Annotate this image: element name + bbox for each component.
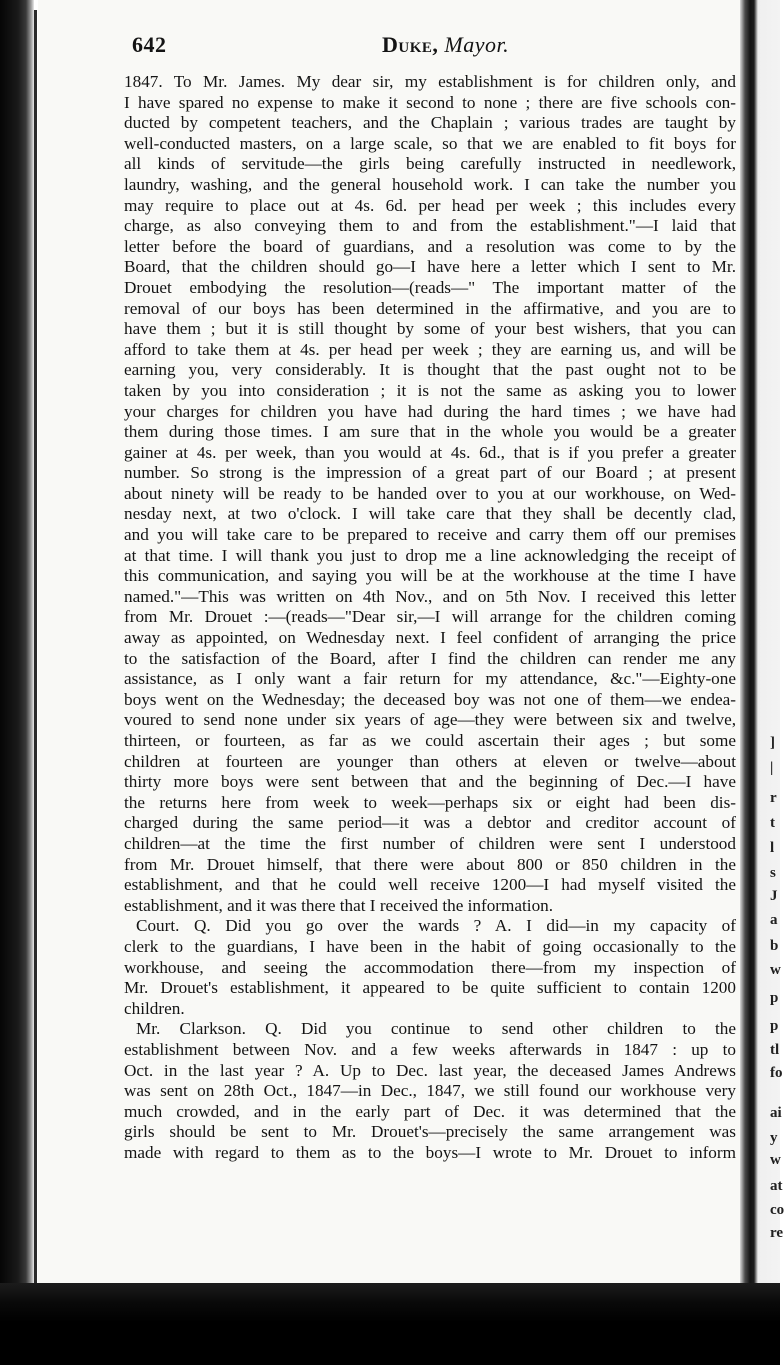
text-line: removal of our boys has been determined in the affirmative, and you are to xyxy=(124,298,736,318)
adjacent-page-fragments xyxy=(770,0,784,1283)
text-line: I have spared no expense to make it second to none ; there are five schools con- xyxy=(124,92,736,112)
adjacent-page-fragment: | xyxy=(770,760,774,776)
adjacent-page-fragment: s xyxy=(770,865,776,881)
text-line: boys went on the Wednesday; the deceased boy was not one of them—we endea- xyxy=(124,689,736,709)
text-line: about ninety will be ready to be handed over to you at our workhouse, on Wed- xyxy=(124,483,736,503)
text-line: named."—This was written on 4th Nov., and on 5th Nov. I received this letter xyxy=(124,586,736,606)
page-number: 642 xyxy=(132,32,167,57)
page-header xyxy=(132,32,732,58)
book-binding-shadow xyxy=(0,0,34,1365)
text-line: establishment, and it was there that I received the information. xyxy=(124,895,554,915)
text-line: your charges for children you have had during the hard times ; we have had xyxy=(124,401,736,421)
adjacent-page-fragment: re xyxy=(770,1225,784,1241)
text-line: ducted by competent teachers, and the Chaplain ; various trades are taught by xyxy=(124,113,736,133)
text-line: children at fourteen are younger than others at eleven or twelve—about xyxy=(124,751,736,771)
text-line: charge, as also conveying them to and from the establishment."—I laid that xyxy=(124,216,736,236)
text-line: workhouse, and seeing the accommodation there—from my inspection of xyxy=(124,957,736,977)
adjacent-page-fragment: fo xyxy=(770,1065,783,1081)
adjacent-page-fragment: J xyxy=(770,888,778,904)
adjacent-page-fragment: p xyxy=(770,1018,779,1034)
text-line: voured to send none under six years of age—they were between six and twelve, xyxy=(124,710,736,730)
text-line: taken by you into consideration ; it is not the same as asking you to lower xyxy=(124,380,736,400)
adjacent-page-fragment: at xyxy=(770,1178,783,1194)
text-line: from Mr. Drouet himself, that there were about 800 or 850 children in the xyxy=(124,854,736,874)
text-line: thirty more boys were sent between that and the beginning of Dec.—I have xyxy=(124,772,736,792)
text-line: children. xyxy=(124,998,185,1018)
text-line: may require to place out at 4s. 6d. per head per week ; this includes every xyxy=(124,195,736,215)
text-line: thirteen, or fourteen, as far as we could ascertain their ages ; but some xyxy=(124,731,736,750)
body-text xyxy=(124,72,736,1163)
adjacent-page-fragment: co xyxy=(770,1202,784,1218)
running-head-name: Duke, xyxy=(382,32,439,57)
adjacent-page-fragment: r xyxy=(770,790,777,806)
gutter-line xyxy=(34,10,37,1285)
text-line: laundry, washing, and the general household work. I can take the number you xyxy=(124,174,736,194)
text-line: was sent on 28th Oct., 1847—in Dec., 1847, we still found our workhouse very xyxy=(124,1081,736,1101)
text-line: clerk to the guardians, I have been in the habit of going occasionally to the xyxy=(124,936,736,956)
text-line: Drouet embodying the resolution—(reads—" The important matter of the xyxy=(124,277,736,297)
text-line: children—at the time the first number of children were sent I understood xyxy=(124,833,736,853)
text-line: well-conducted masters, on a large scale, so that we are enabled to fit boys for xyxy=(124,133,736,153)
text-line: 1847. To Mr. James. My dear sir, my establishment is for children only, and xyxy=(124,72,736,91)
adjacent-page-fragment: ai xyxy=(770,1105,782,1121)
adjacent-page-fragment: y xyxy=(770,1130,778,1146)
adjacent-page-fragment: p xyxy=(770,990,779,1006)
text-line: from Mr. Drouet :—(reads—"Dear sir,—I will arrange for the children coming xyxy=(124,607,736,627)
text-line: establishment between Nov. and a few weeks afterwards in 1847 : up to xyxy=(124,1039,736,1059)
running-head xyxy=(382,32,509,58)
text-line: Mr. Drouet's establishment, it appeared to be quite sufficient to contain 1200 xyxy=(124,978,736,998)
text-line: number. So strong is the impression of a great part of our Board ; at present xyxy=(124,463,736,483)
text-line: establishment, and that he could well receive 1200—I had myself visited the xyxy=(124,875,736,895)
adjacent-page-fragment: a xyxy=(770,912,778,928)
text-line: gainer at 4s. per week, than you would at 4s. 6d., that is if you prefer a greater xyxy=(124,442,736,462)
text-line: have them ; but it is still thought by some of your best wishers, that you can xyxy=(124,319,736,339)
adjacent-page-fragment: w xyxy=(770,962,781,978)
text-line: all kinds of servitude—the girls being carefully instructed in needlework, xyxy=(124,154,736,174)
text-line: nesday next, at two o'clock. I will take care that they shall be decently clad, xyxy=(124,504,736,524)
text-line: much crowded, and in the early part of Dec. it was determined that the xyxy=(124,1101,736,1121)
text-line: made with regard to them as to the boys—I wrote to Mr. Drouet to inform xyxy=(124,1142,736,1162)
adjacent-page-fragment: l xyxy=(770,840,775,856)
text-line: at that time. I will thank you just to drop me a line acknowledging the receipt of xyxy=(124,545,736,565)
text-line: earning you, very considerably. It is thought that the past ought not to be xyxy=(124,360,736,380)
running-head-title: Mayor. xyxy=(444,32,510,57)
text-line: to the satisfaction of the Board, after I find the children can render me any xyxy=(124,648,736,668)
text-line: Court. Q. Did you go over the wards ? A. I did—in my capacity of xyxy=(136,916,736,936)
adjacent-page-fragment: tl xyxy=(770,1042,780,1058)
text-line: Mr. Clarkson. Q. Did you continue to send other children to the xyxy=(136,1019,736,1039)
text-line: assistance, as I only want a fair return for my attendance, &c."—Eighty-one xyxy=(124,669,736,689)
text-line: girls should be sent to Mr. Drouet's—precisely the same arrangement was xyxy=(124,1122,736,1142)
text-line: them during those times. I am sure that in the whole you would be a greater xyxy=(124,422,736,442)
text-line: afford to take them at 4s. per head per week ; they are earning us, and will be xyxy=(124,339,736,359)
adjacent-page-fragment: b xyxy=(770,938,779,954)
text-line: and you will take care to be prepared to receive and carry them off our premises xyxy=(124,525,736,545)
text-line: Oct. in the last year ? A. Up to Dec. last year, the deceased James Andrews xyxy=(124,1060,736,1080)
text-line: the returns here from week to week—perhaps six or eight had been dis- xyxy=(124,792,736,812)
adjacent-page-fragment: w xyxy=(770,1152,781,1168)
adjacent-page-fragment: ] xyxy=(770,735,775,751)
scan-bottom-shadow xyxy=(0,1283,780,1365)
text-line: away as appointed, on Wednesday next. I feel confident of arranging the price xyxy=(124,628,736,648)
adjacent-page-fragment: t xyxy=(770,815,775,831)
text-line: this communication, and saying you will be at the workhouse at the time I have xyxy=(124,566,736,586)
text-line: charged during the same period—it was a debtor and creditor account of xyxy=(124,813,736,833)
text-line: letter before the board of guardians, and a resolution was come to by the xyxy=(124,236,736,256)
text-line: Board, that the children should go—I have here a letter which I sent to Mr. xyxy=(124,257,736,277)
